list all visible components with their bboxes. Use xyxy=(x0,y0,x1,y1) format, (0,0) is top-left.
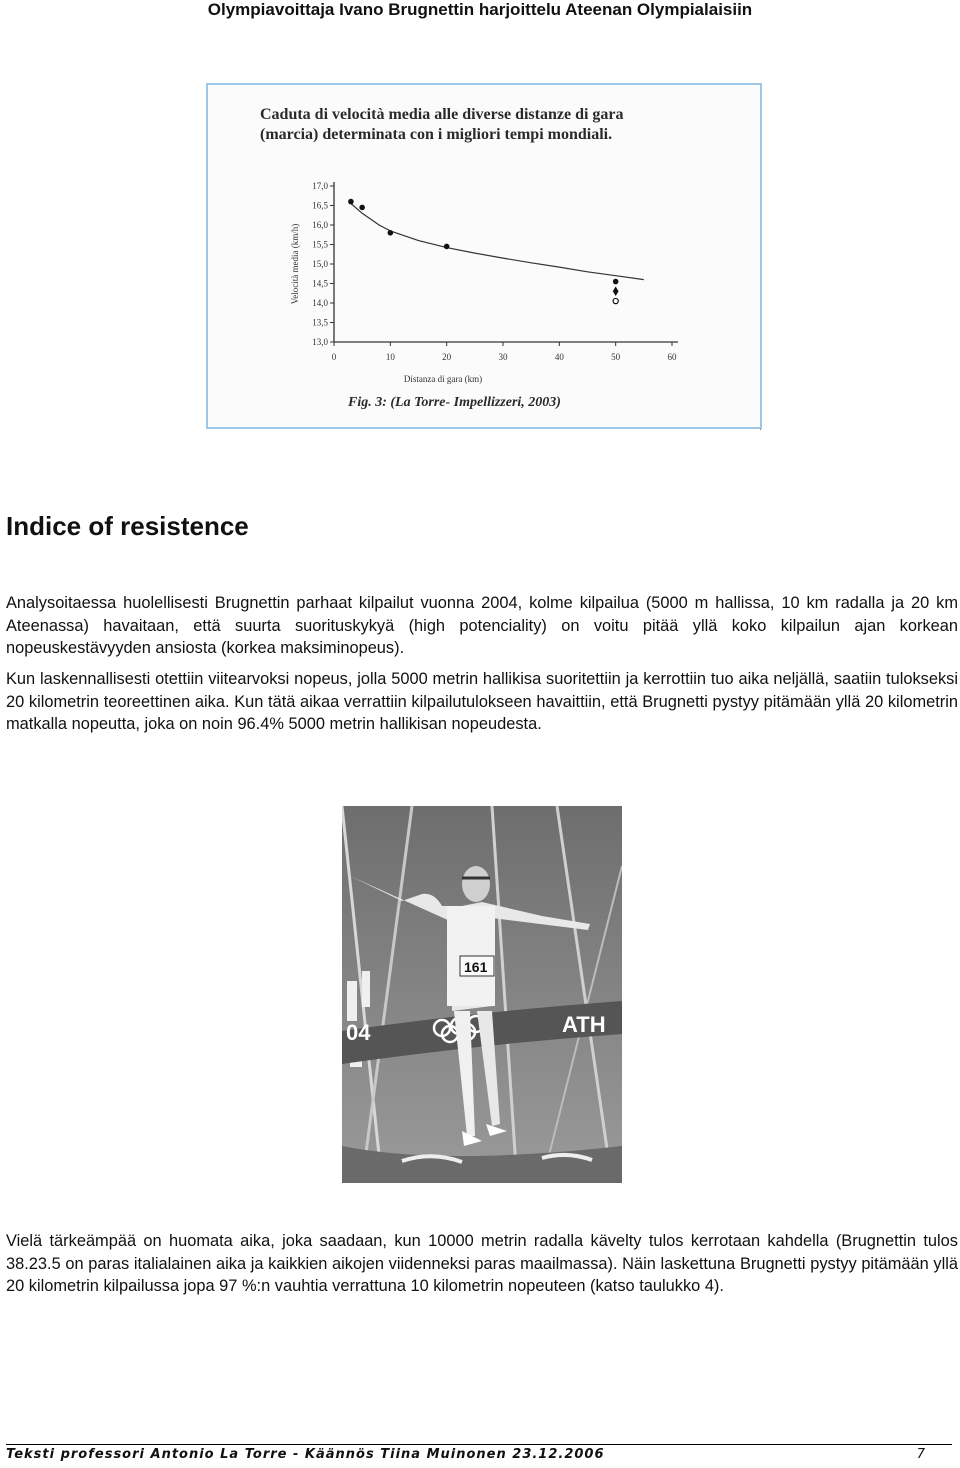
x-axis-label: Distanza di gara (km) xyxy=(403,374,483,384)
paragraph-3: Vielä tärkeämpää on huomata aika, joka saadaan, kun 10000 metrin radalla kävelty tulos kerrotaan kahdella (Brugnettin tulos 38.23.5 on paras italialainen aika ja kaikkien aikojen viidenneksi paras maailmassa). Näin laskettuna Brugnetti pystyy pitämään yllä 20 kilometrin kilpailussa jopa 97 %:n vauhtia verrattuna 10 kilometrin nopeuteen (katso taulukko 4). xyxy=(6,1232,958,1295)
y-tick-label: 14,0 xyxy=(312,298,328,308)
y-tick-label: 13,5 xyxy=(312,317,328,328)
paragraph-2: Kun laskennallisesti otettiin viitearvoksi nopeus, jolla 5000 metrin hallikisa suoritettiin ja kerrottiin tuo aika neljällä, saatiin tulokseksi 20 kilometrin teoreettinen aika. Kun tätä aikaa verrattiin kilpailutulokseen havaittiin, että Brugnetti pystyy pitämään yllä 20 kilometrin matkalla nopeutta, joka on noin 96.4% 5000 metrin hallikisan nopeudesta. xyxy=(6,670,958,733)
x-tick-label: 0 xyxy=(331,352,337,362)
x-tick-label: 40 xyxy=(554,352,564,362)
x-tick-label: 20 xyxy=(442,352,452,362)
figure-caption: Fig. 3: (La Torre- Impellizzeri, 2003) xyxy=(348,395,561,410)
banner-year-text: 04 xyxy=(346,1020,371,1045)
banner-city-text: ATH xyxy=(562,1012,606,1037)
page-header: Olympiavoittaja Ivano Brugnettin harjoittelu Ateenan Olympialaisiin xyxy=(207,0,753,19)
arrow-head-down xyxy=(613,291,619,296)
page-footer xyxy=(6,1447,926,1462)
data-point xyxy=(444,244,450,250)
page-number: 7 xyxy=(916,1447,926,1462)
x-tick-label: 10 xyxy=(385,352,395,362)
y-axis-label: Velocità media (km/h) xyxy=(290,223,300,305)
y-tick-label: 15,0 xyxy=(312,259,328,269)
bib-number: 161 xyxy=(464,959,488,975)
y-tick-label: 13,0 xyxy=(312,337,328,347)
chart-title-line-2: (marcia) determinata con i migliori tempi mondiali. xyxy=(260,126,613,143)
arrow-head-up xyxy=(613,287,619,292)
footer-rule xyxy=(6,1444,952,1445)
y-tick-label: 17,0 xyxy=(312,181,328,191)
data-point xyxy=(388,230,394,236)
y-tick-label: 14,5 xyxy=(312,278,328,289)
race-finish-photo xyxy=(342,806,622,1183)
y-tick-label: 16,5 xyxy=(312,200,328,211)
race-walker-image xyxy=(342,806,622,1183)
x-tick-label: 60 xyxy=(667,352,677,362)
y-tick-label: 15,5 xyxy=(312,239,328,250)
fit-curve xyxy=(351,204,644,280)
footer-text: Teksti professori Antonio La Torre - Käännös Tiina Muinonen 23.12.2006 xyxy=(6,1447,605,1462)
data-point xyxy=(348,199,354,205)
figure-box xyxy=(206,83,762,429)
data-point-open xyxy=(613,298,618,303)
x-tick-label: 50 xyxy=(611,352,621,362)
data-point xyxy=(359,205,365,211)
paragraph-1: Analysoitaessa huolellisesti Brugnettin parhaat kilpailut vuonna 2004, kolme kilpailua (5000 m hallissa, 10 km radalla ja 20 km Ateenassa) havaitaan, että suurta suorituskykyä (high potenciality) on voitu pitää yllä koko kilpailun ajan korkean nopeuskestävyyden ansiosta (korkea maksiminopeus). xyxy=(6,594,958,657)
y-tick-label: 16,0 xyxy=(312,220,328,230)
chart-svg xyxy=(208,85,760,427)
chart-title-line-1: Caduta di velocità media alle diverse distanze di gara xyxy=(260,106,624,123)
data-point xyxy=(613,279,619,285)
x-tick-label: 30 xyxy=(498,352,508,362)
section-heading: Indice of resistence xyxy=(6,511,249,541)
